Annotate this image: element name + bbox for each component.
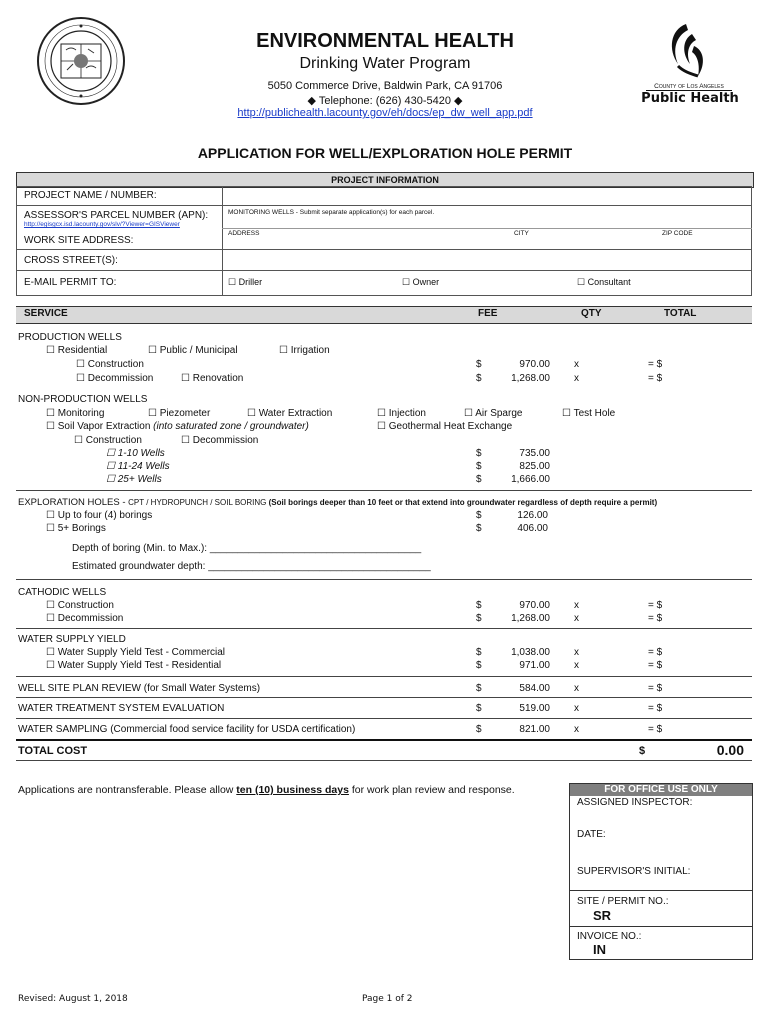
total-column-header: TOTAL [664, 308, 697, 319]
page-title: ENVIRONMENTAL HEALTH [256, 30, 514, 52]
apn-label: ASSESSOR'S PARCEL NUMBER (APN): [24, 210, 209, 221]
total-equals: = $ [648, 647, 663, 658]
email-permit-label: E-MAIL PERMIT TO: [24, 277, 117, 288]
total-dollar-sign: $ [639, 745, 646, 757]
cathodic-construction-checkbox[interactable]: ☐ Construction [46, 600, 114, 611]
driller-checkbox[interactable]: ☐ Driller [228, 277, 263, 287]
dollar-sign: $ [476, 613, 482, 624]
fee-column-header: FEE [478, 308, 498, 319]
fee-value: 821.00 [519, 724, 550, 735]
dollar-sign: $ [476, 373, 482, 384]
geothermal-checkbox[interactable]: ☐ Geothermal Heat Exchange [377, 421, 513, 432]
fee-value: 825.00 [519, 461, 550, 472]
cross-streets-label: CROSS STREET(S): [24, 255, 118, 266]
office-use-heading: FOR OFFICE USE ONLY [570, 784, 752, 796]
program-name: Drinking Water Program [299, 55, 471, 72]
apn-note: MONITORING WELLS - Submit separate application(s) for each parcel. [228, 209, 435, 216]
qty-x: x [574, 359, 579, 370]
zip-sublabel: ZIP CODE [662, 230, 693, 237]
page-number: Page 1 of 2 [362, 994, 413, 1004]
county-seal-logo [36, 16, 126, 106]
telephone-text: ◆ Telephone: (626) 430-5420 ◆ [307, 95, 463, 107]
total-equals: = $ [648, 613, 663, 624]
cross-streets-field[interactable] [224, 251, 751, 269]
fee-value: 1,038.00 [511, 647, 550, 658]
qty-x: x [574, 600, 579, 611]
consultant-checkbox[interactable]: ☐ Consultant [577, 277, 631, 287]
invoice-prefix: IN [593, 942, 606, 957]
air-sparge-checkbox[interactable]: ☐ Air Sparge [464, 408, 523, 419]
fee-value: 519.00 [519, 703, 550, 714]
wells-25-plus-checkbox[interactable]: ☐ 25+ Wells [106, 474, 162, 485]
date-label: DATE: [577, 829, 606, 840]
up-to-four-borings-checkbox[interactable]: ☐ Up to four (4) borings [46, 510, 153, 521]
dollar-sign: $ [476, 683, 482, 694]
fee-value: 970.00 [519, 359, 550, 370]
fee-value: 1,268.00 [511, 373, 550, 384]
dollar-sign: $ [476, 660, 482, 671]
address-sublabel: ADDRESS [228, 230, 260, 237]
assigned-inspector-label: ASSIGNED INSPECTOR: [577, 797, 693, 808]
qty-x: x [574, 683, 579, 694]
nonprod-construction-checkbox[interactable]: ☐ Construction [74, 435, 142, 446]
city-sublabel: CITY [514, 230, 529, 237]
total-equals: = $ [648, 683, 663, 694]
apn-lookup-link[interactable]: http://egisgcx.isd.lacounty.gov/slv/?Viewer=GISViewer [24, 221, 180, 228]
divider [16, 490, 752, 491]
qty-x: x [574, 613, 579, 624]
treatment-evaluation-label: WATER TREATMENT SYSTEM EVALUATION [18, 703, 225, 714]
divider [16, 676, 752, 677]
site-permit-label: SITE / PERMIT NO.: [577, 896, 669, 907]
depth-of-boring-field[interactable]: Depth of boring (Min. to Max.): ______________________________________ [72, 543, 422, 554]
fee-value: 406.00 [517, 523, 548, 534]
total-cost-value: 0.00 [716, 742, 744, 758]
ph-small-text: County of Los Angeles [646, 83, 732, 91]
project-info-heading: PROJECT INFORMATION [16, 172, 754, 188]
site-plan-review-label: WELL SITE PLAN REVIEW (for Small Water Systems) [18, 683, 261, 694]
divider [16, 628, 752, 629]
supervisor-initial-label: SUPERVISOR'S INITIAL: [577, 866, 691, 877]
service-column-header: SERVICE [24, 308, 68, 319]
service-table-header [16, 306, 752, 324]
divider [16, 697, 752, 698]
piezometer-checkbox[interactable]: ☐ Piezometer [148, 408, 211, 419]
dollar-sign: $ [476, 523, 482, 534]
production-wells-title: PRODUCTION WELLS [18, 332, 122, 343]
total-equals: = $ [648, 373, 663, 384]
fee-value: 584.00 [519, 683, 550, 694]
invoice-label: INVOICE NO.: [577, 931, 642, 942]
yield-residential-checkbox[interactable]: ☐ Water Supply Yield Test - Residential [46, 660, 222, 671]
injection-checkbox[interactable]: ☐ Injection [377, 408, 426, 419]
address-text: 5050 Commerce Drive, Baldwin Park, CA 91706 [267, 80, 503, 92]
application-link[interactable]: http://publichealth.lacounty.gov/eh/docs/ep_dw_well_app.pdf [237, 107, 533, 119]
groundwater-depth-field[interactable]: Estimated groundwater depth: ________________________________________ [72, 561, 431, 572]
owner-checkbox[interactable]: ☐ Owner [402, 277, 440, 287]
fee-value: 970.00 [519, 600, 550, 611]
project-name-field[interactable] [224, 187, 751, 204]
public-health-logo [640, 20, 740, 115]
non-production-wells-title: NON-PRODUCTION WELLS [18, 394, 148, 405]
irrigation-checkbox[interactable]: ☐ Irrigation [279, 345, 330, 356]
divider [16, 579, 752, 580]
divider [16, 760, 752, 761]
divider [16, 718, 752, 719]
fee-value: 1,268.00 [511, 613, 550, 624]
fee-value: 971.00 [519, 660, 550, 671]
dollar-sign: $ [476, 600, 482, 611]
dollar-sign: $ [476, 359, 482, 370]
total-equals: = $ [648, 600, 663, 611]
nonprod-decommission-checkbox[interactable]: ☐ Decommission [181, 435, 259, 446]
fee-value: 735.00 [519, 448, 550, 459]
work-site-address-label: WORK SITE ADDRESS: [24, 235, 134, 246]
notice-text: Applications are nontransferable. Please allow ten (10) business days for work plan review and response. [18, 784, 515, 796]
yield-commercial-checkbox[interactable]: ☐ Water Supply Yield Test - Commercial [46, 647, 226, 658]
production-decommission-checkbox[interactable]: ☐ Decommission [76, 373, 154, 384]
total-equals: = $ [648, 359, 663, 370]
exploration-holes-title: EXPLORATION HOLES - CPT / HYDROPUNCH / SOIL BORING (Soil borings deeper than 10 feet or that extend into groundwater regardless of depth require a permit) [18, 497, 658, 508]
fee-value: 126.00 [517, 510, 548, 521]
public-municipal-checkbox[interactable]: ☐ Public / Municipal [148, 345, 238, 356]
qty-x: x [574, 660, 579, 671]
dollar-sign: $ [476, 448, 482, 459]
zip-field[interactable] [660, 238, 750, 248]
wells-11-24-checkbox[interactable]: ☐ 11-24 Wells [106, 461, 170, 472]
form-title: APPLICATION FOR WELL/EXPLORATION HOLE PERMIT [197, 145, 573, 161]
divider [16, 739, 752, 741]
soil-vapor-extraction-checkbox[interactable]: ☐ Soil Vapor Extraction (into saturated zone / groundwater) [46, 421, 309, 432]
project-name-label: PROJECT NAME / NUMBER: [24, 190, 157, 201]
renovation-checkbox[interactable]: ☐ Renovation [181, 373, 244, 384]
monitoring-checkbox[interactable]: ☐ Monitoring [46, 408, 105, 419]
test-hole-checkbox[interactable]: ☐ Test Hole [562, 408, 616, 419]
dollar-sign: $ [476, 474, 482, 485]
water-sampling-label: WATER SAMPLING (Commercial food service facility for USDA certification) [18, 724, 356, 735]
qty-x: x [574, 647, 579, 658]
water-extraction-checkbox[interactable]: ☐ Water Extraction [247, 408, 333, 419]
dollar-sign: $ [476, 647, 482, 658]
dollar-sign: $ [476, 703, 482, 714]
dollar-sign: $ [476, 724, 482, 735]
total-equals: = $ [648, 703, 663, 714]
address-field[interactable] [224, 238, 504, 248]
total-equals: = $ [648, 724, 663, 735]
fee-value: 1,666.00 [511, 474, 550, 485]
residential-checkbox[interactable]: ☐ Residential [46, 345, 108, 356]
wells-1-10-checkbox[interactable]: ☐ 1-10 Wells [106, 448, 165, 459]
qty-x: x [574, 373, 579, 384]
dollar-sign: $ [476, 461, 482, 472]
site-permit-prefix: SR [593, 908, 612, 923]
city-field[interactable] [512, 238, 652, 248]
revised-date: Revised: August 1, 2018 [18, 994, 128, 1004]
dollar-sign: $ [476, 510, 482, 521]
cathodic-wells-title: CATHODIC WELLS [18, 587, 107, 598]
five-plus-borings-checkbox[interactable]: ☐ 5+ Borings [46, 523, 106, 534]
water-supply-yield-title: WATER SUPPLY YIELD [18, 634, 126, 645]
qty-column-header: QTY [581, 308, 602, 319]
cathodic-decommission-checkbox[interactable]: ☐ Decommission [46, 613, 124, 624]
ph-big-text: Public Health [641, 91, 739, 106]
qty-x: x [574, 703, 579, 714]
total-equals: = $ [648, 660, 663, 671]
apn-field[interactable] [224, 216, 751, 227]
total-cost-label: TOTAL COST [18, 745, 88, 757]
production-construction-checkbox[interactable]: ☐ Construction [76, 359, 144, 370]
qty-x: x [574, 724, 579, 735]
